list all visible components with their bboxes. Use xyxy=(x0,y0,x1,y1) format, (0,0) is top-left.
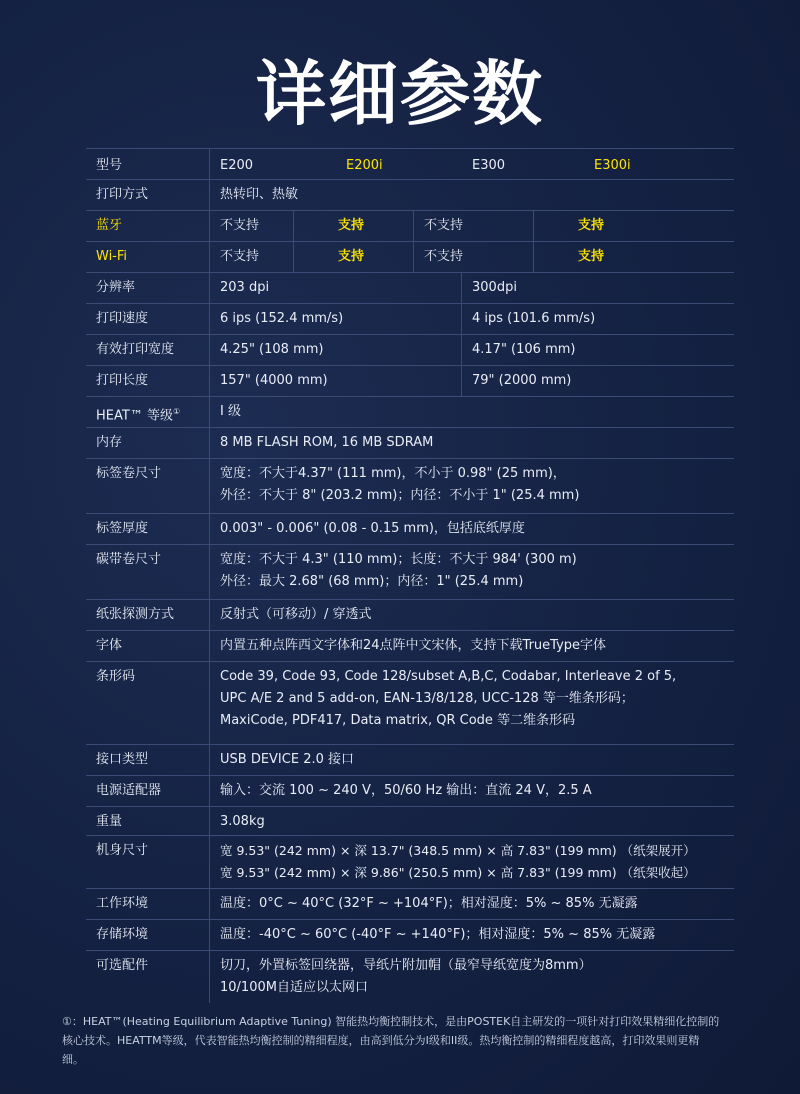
print-length-row xyxy=(86,366,734,397)
bluetooth-row xyxy=(86,211,734,242)
footnote-line3: 细。 xyxy=(62,1053,84,1066)
footnote xyxy=(62,1012,742,1069)
heat-row xyxy=(86,397,734,428)
footnote-line2: 核心技术。HEATTM等级，代表智能热均衡控制的精细程度，由高到低分为I级和II级。热均衡控制的精细程度越高，打印效果则更精 xyxy=(62,1034,700,1047)
power-value: 输入：交流 100 ~ 240 V，50/60 Hz 输出：直流 24 V，2.5 A xyxy=(220,783,592,798)
dimensions-value xyxy=(210,836,734,888)
barcode-label: 条形码 xyxy=(86,662,210,744)
wifi-e200i: 支持 xyxy=(294,242,414,272)
label-roll-line2: 外径：不大于 8" (203.2 mm)；内径：不小于 1" (25.4 mm) xyxy=(220,488,580,503)
resolution-300: 300dpi xyxy=(472,280,517,295)
storage-env-row xyxy=(86,920,734,951)
memory-label: 内存 xyxy=(86,428,210,458)
resolution-200: 203 dpi xyxy=(210,273,462,303)
heat-label-text: HEAT™ 等级 xyxy=(96,408,173,424)
wifi-e200: 不支持 xyxy=(210,242,294,272)
label-thickness-label: 标签厚度 xyxy=(86,514,210,544)
operating-env-value: 温度：0°C ~ 40°C (32°F ~ +104°F)；相对湿度：5% ~ 85% 无凝露 xyxy=(220,896,638,911)
storage-env-value: 温度：-40°C ~ 60°C (-40°F ~ +140°F)；相对湿度：5% ~ 85% 无凝露 xyxy=(220,927,656,942)
options-row xyxy=(86,951,734,1003)
print-method-label: 打印方式 xyxy=(86,180,210,210)
font-row xyxy=(86,631,734,662)
speed-label: 打印速度 xyxy=(86,304,210,334)
barcode-value xyxy=(210,662,734,744)
ribbon-line1: 宽度：不大于 4.3" (110 mm)；长度：不大于 984' (300 m) xyxy=(220,552,577,567)
storage-env-label: 存储环境 xyxy=(86,920,210,950)
speed-300: 4 ips (101.6 mm/s) xyxy=(472,311,596,326)
resolution-row xyxy=(86,273,734,304)
interface-label: 接口类型 xyxy=(86,745,210,775)
options-label: 可选配件 xyxy=(86,951,210,1003)
ribbon-line2: 外径：最大 2.68" (68 mm)；内径：1" (25.4 mm) xyxy=(220,574,524,589)
ribbon-label: 碳带卷尺寸 xyxy=(86,545,210,599)
print-method-value: 热转印、热敏 xyxy=(220,187,299,202)
barcode-line3: MaxiCode, PDF417, Data matrix, QR Code 等二维条形码 xyxy=(220,713,576,728)
print-length-200: 157" (4000 mm) xyxy=(210,366,462,396)
model-e300: E300 xyxy=(472,158,506,173)
dimensions-line2: 宽 9.53" (242 mm) × 深 9.86" (250.5 mm) × 高 7.83" (199 mm) （纸架收起） xyxy=(220,865,696,880)
print-width-300: 4.17" (106 mm) xyxy=(472,342,576,357)
ribbon-row xyxy=(86,545,734,600)
print-method-row xyxy=(86,180,734,211)
model-label: 型号 xyxy=(86,149,210,179)
resolution-label: 分辨率 xyxy=(86,273,210,303)
print-width-200: 4.25" (108 mm) xyxy=(210,335,462,365)
wifi-e300: 不支持 xyxy=(414,242,534,272)
ribbon-value xyxy=(210,545,734,599)
barcode-line2: UPC A/E 2 and 5 add-on, EAN-13/8/128, UCC-128 等一维条形码； xyxy=(220,691,634,706)
dimensions-line1: 宽 9.53" (242 mm) × 深 13.7" (348.5 mm) × 高 7.83" (199 mm) （纸架展开） xyxy=(220,843,696,858)
memory-row xyxy=(86,428,734,459)
bluetooth-label: 蓝牙 xyxy=(86,211,210,241)
model-e300i: E300i xyxy=(594,158,631,173)
sensor-value: 反射式（可移动）/ 穿透式 xyxy=(220,607,372,622)
bluetooth-e200i: 支持 xyxy=(294,211,414,241)
model-e200i: E200i xyxy=(346,158,383,173)
label-roll-label: 标签卷尺寸 xyxy=(86,459,210,513)
dimensions-row xyxy=(86,836,734,889)
bluetooth-e200: 不支持 xyxy=(210,211,294,241)
label-thickness-row xyxy=(86,514,734,545)
print-width-row xyxy=(86,335,734,366)
power-label: 电源适配器 xyxy=(86,776,210,806)
barcode-row xyxy=(86,662,734,745)
print-length-label: 打印长度 xyxy=(86,366,210,396)
spec-table xyxy=(86,148,734,1003)
wifi-e300i: 支持 xyxy=(578,249,605,264)
speed-200: 6 ips (152.4 mm/s) xyxy=(210,304,462,334)
sensor-label: 纸张探测方式 xyxy=(86,600,210,630)
options-line2: 10/100M自适应以太网口 xyxy=(220,980,368,995)
label-roll-line1: 宽度：不大于4.37" (111 mm)，不小于 0.98" (25 mm)， xyxy=(220,466,566,481)
footnote-line1: ①：HEAT™(Heating Equilibrium Adaptive Tuning) 智能热均衡控制技术，是由POSTEK自主研发的一项针对打印效果精细化控制的 xyxy=(62,1015,720,1028)
print-width-label: 有效打印宽度 xyxy=(86,335,210,365)
page-title: 详细参数 xyxy=(256,53,544,135)
speed-row xyxy=(86,304,734,335)
weight-value: 3.08kg xyxy=(220,814,265,829)
font-label: 字体 xyxy=(86,631,210,661)
bluetooth-e300: 不支持 xyxy=(414,211,534,241)
sensor-row xyxy=(86,600,734,631)
operating-env-label: 工作环境 xyxy=(86,889,210,919)
barcode-line1: Code 39, Code 93, Code 128/subset A,B,C, Codabar, Interleave 2 of 5, xyxy=(220,669,677,684)
print-length-300: 79" (2000 mm) xyxy=(472,373,572,388)
dimensions-label: 机身尺寸 xyxy=(86,836,210,888)
label-roll-row xyxy=(86,459,734,514)
options-line1: 切刀，外置标签回绕器，导纸片附加帽（最窄导纸宽度为8mm） xyxy=(220,958,592,973)
memory-value: 8 MB FLASH ROM, 16 MB SDRAM xyxy=(220,435,434,450)
operating-env-row xyxy=(86,889,734,920)
model-header-row xyxy=(86,149,734,180)
power-row xyxy=(86,776,734,807)
bluetooth-e300i: 支持 xyxy=(578,218,605,233)
interface-value: USB DEVICE 2.0 接口 xyxy=(220,752,354,767)
label-thickness-value: 0.003" - 0.006" (0.08 - 0.15 mm)，包括底纸厚度 xyxy=(220,521,525,536)
heat-footnote-mark: ① xyxy=(172,407,181,416)
wifi-row xyxy=(86,242,734,273)
font-value: 内置五种点阵西文字体和24点阵中文宋体，支持下载TrueType字体 xyxy=(220,638,607,653)
weight-label: 重量 xyxy=(86,807,210,835)
options-value xyxy=(210,951,734,1003)
wifi-label: Wi-Fi xyxy=(86,242,210,272)
weight-row xyxy=(86,807,734,836)
label-roll-value xyxy=(210,459,734,513)
model-e200: E200 xyxy=(220,158,254,173)
heat-value: I 级 xyxy=(220,404,241,419)
interface-row xyxy=(86,745,734,776)
heat-label xyxy=(86,397,210,427)
